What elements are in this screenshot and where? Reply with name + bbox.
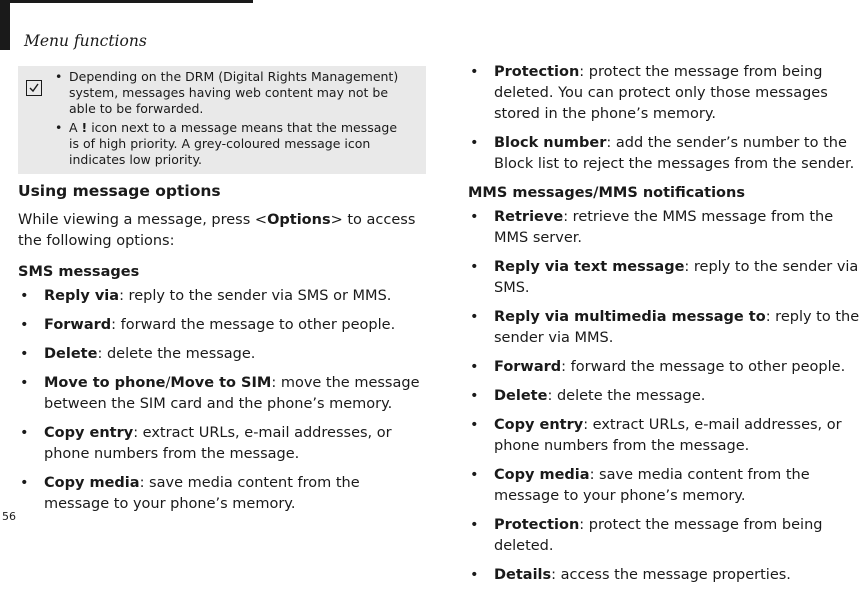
note-box xyxy=(18,66,426,174)
sms-heading: SMS messages xyxy=(18,264,140,280)
option-desc: : reply to the sender via SMS or MMS. xyxy=(119,288,392,304)
option-desc: : reply to the sender via SMS. xyxy=(494,259,859,296)
option-desc: : retrieve the MMS message from the MMS server. xyxy=(494,209,834,246)
sms-option-list-continued xyxy=(468,62,867,175)
list-item xyxy=(18,473,426,515)
bullet: • xyxy=(470,517,479,533)
option-desc: : access the message properties. xyxy=(551,567,791,583)
mms-option-list xyxy=(468,207,867,586)
option-term: Reply via text message xyxy=(494,259,685,275)
option-term: Protection xyxy=(494,64,580,80)
section-heading: Using message options xyxy=(18,182,221,200)
header-rule xyxy=(8,0,253,3)
option-desc: : save media content from the message to your phone’s memory. xyxy=(44,475,360,512)
note-text-pre: A xyxy=(69,120,82,135)
option-term: Reply via xyxy=(44,288,120,304)
intro-post: > to access the following options: xyxy=(18,212,416,249)
bullet: • xyxy=(470,467,479,483)
list-item xyxy=(468,415,867,457)
bullet: • xyxy=(20,425,29,441)
page-number: 56 xyxy=(2,510,16,523)
note-text: Depending on the DRM (Digital Rights Management) system, messages having web content may not be able to be forwarded. xyxy=(69,69,399,116)
sms-option-list xyxy=(18,286,426,515)
bullet: • xyxy=(470,388,479,404)
option-term: Block number xyxy=(494,135,607,151)
option-term-2: Move to SIM xyxy=(170,375,272,391)
list-item xyxy=(468,565,867,586)
option-term: Reply via multimedia message to xyxy=(494,309,766,325)
option-term: Delete xyxy=(44,346,98,362)
option-desc: : protect the message from being deleted. xyxy=(494,517,823,554)
bullet: • xyxy=(20,475,29,491)
bullet: • xyxy=(470,567,479,583)
list-item xyxy=(468,62,867,125)
list-item xyxy=(468,307,867,349)
option-desc: : forward the message to other people. xyxy=(561,359,846,375)
option-desc: : extract URLs, e-mail addresses, or phone numbers from the message. xyxy=(44,425,392,462)
option-sep: / xyxy=(165,375,171,391)
note-item xyxy=(55,69,409,117)
option-term: Copy entry xyxy=(44,425,134,441)
list-item xyxy=(468,207,867,249)
option-term: Protection xyxy=(494,517,580,533)
option-term: Copy media xyxy=(44,475,140,491)
note-item xyxy=(55,120,409,168)
option-term: Copy entry xyxy=(494,417,584,433)
option-term: Move to phone xyxy=(44,375,166,391)
options-key-label: Options xyxy=(267,212,331,228)
note-text-post: icon next to a message means that the message is of high priority. A grey-coloured message icon indicates low priority. xyxy=(69,120,398,167)
option-desc: : delete the message. xyxy=(97,346,256,362)
section-intro xyxy=(18,210,426,252)
bullet: • xyxy=(470,309,479,325)
header-bar xyxy=(0,0,10,50)
list-item xyxy=(18,315,426,336)
bullet: • xyxy=(55,120,63,135)
bullet: • xyxy=(470,359,479,375)
list-item xyxy=(468,257,867,299)
bullet: • xyxy=(470,417,479,433)
bullet: • xyxy=(470,209,479,225)
list-item xyxy=(468,515,867,557)
bullet: • xyxy=(470,259,479,275)
option-term: Forward xyxy=(44,317,112,333)
list-item xyxy=(18,344,426,365)
list-item xyxy=(18,373,426,415)
note-check-icon xyxy=(26,80,42,96)
intro-pre: While viewing a message, press < xyxy=(18,212,268,228)
option-term: Forward xyxy=(494,359,562,375)
bullet: • xyxy=(20,288,29,304)
list-item xyxy=(468,133,867,175)
priority-mark-icon: ! xyxy=(81,120,88,135)
right-column xyxy=(468,62,867,594)
option-desc: : extract URLs, e-mail addresses, or phone numbers from the message. xyxy=(494,417,842,454)
option-desc: : reply to the sender via MMS. xyxy=(494,309,860,346)
note-list xyxy=(55,69,409,168)
option-term: Copy media xyxy=(494,467,590,483)
list-item xyxy=(18,286,426,307)
option-desc: : forward the message to other people. xyxy=(111,317,396,333)
option-term: Delete xyxy=(494,388,548,404)
list-item xyxy=(468,465,867,507)
option-term: Details xyxy=(494,567,552,583)
bullet: • xyxy=(20,346,29,362)
bullet: • xyxy=(470,64,479,80)
left-column xyxy=(18,181,426,523)
option-desc: : delete the message. xyxy=(547,388,706,404)
bullet: • xyxy=(20,375,29,391)
option-desc: : add the sender’s number to the Block list to reject the messages from the sender. xyxy=(494,135,855,172)
list-item xyxy=(18,423,426,465)
bullet: • xyxy=(55,69,63,84)
option-desc: : protect the message from being deleted. You can protect only those messages stored in the phone’s memory. xyxy=(494,64,828,122)
list-item xyxy=(468,386,867,407)
bullet: • xyxy=(470,135,479,151)
bullet: • xyxy=(20,317,29,333)
page-header-title: Menu functions xyxy=(24,32,147,50)
option-desc: : move the message between the SIM card and the phone’s memory. xyxy=(44,375,420,412)
option-term: Retrieve xyxy=(494,209,564,225)
mms-heading: MMS messages/MMS notifications xyxy=(468,185,745,201)
option-desc: : save media content from the message to your phone’s memory. xyxy=(494,467,810,504)
list-item xyxy=(468,357,867,378)
